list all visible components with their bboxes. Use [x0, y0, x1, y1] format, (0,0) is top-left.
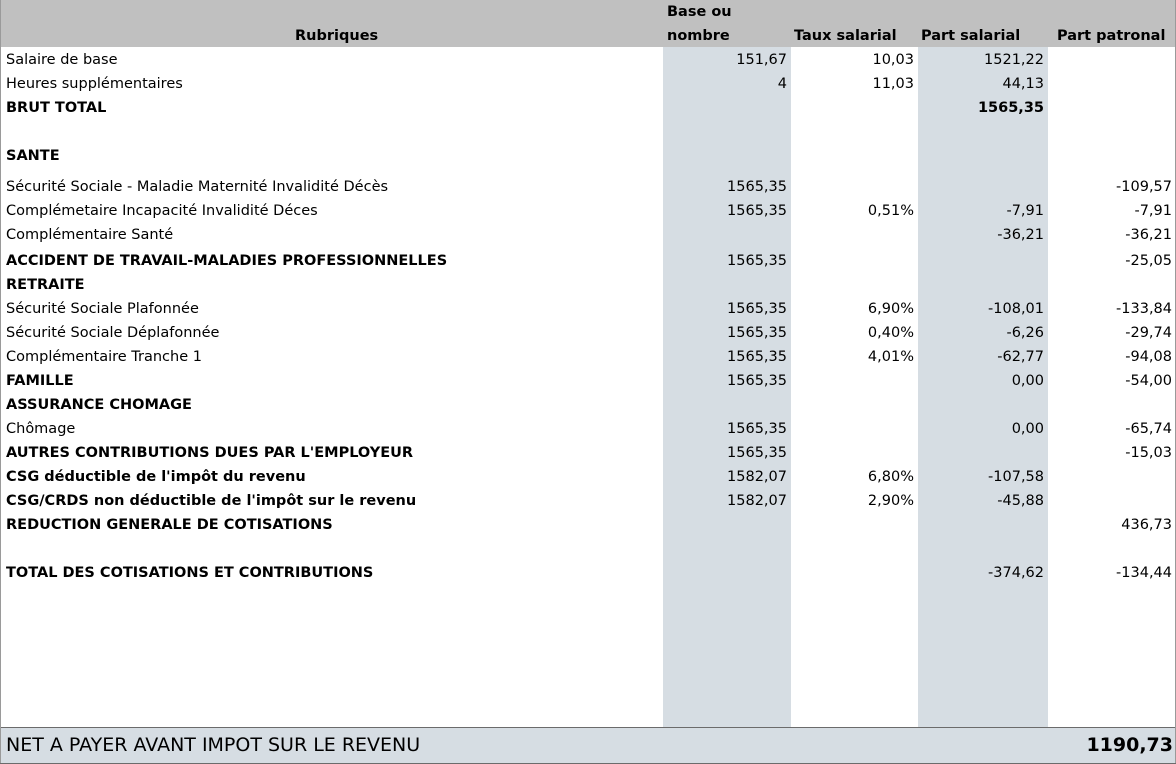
row-label: Salaire de base	[6, 52, 118, 68]
row-base: 1565,35	[727, 325, 787, 341]
row-part-salarial: 0,00	[1011, 421, 1044, 437]
net-payable-bar	[0, 727, 1176, 764]
table-row	[0, 322, 1176, 344]
row-part-salarial: 1565,35	[977, 100, 1044, 116]
row-base: 1565,35	[727, 301, 787, 317]
row-base: 1582,07	[727, 493, 787, 509]
row-base: 1565,35	[727, 373, 787, 389]
row-part-patronal: -29,74	[1125, 325, 1172, 341]
sheet-border-left	[0, 0, 1, 763]
header-part-salarial: Part salarial	[921, 28, 1021, 44]
row-base: 1565,35	[727, 349, 787, 365]
row-part-salarial: -374,62	[988, 565, 1044, 581]
section-row	[0, 250, 1176, 272]
row-label: AUTRES CONTRIBUTIONS DUES PAR L'EMPLOYEUR	[6, 445, 414, 461]
section-row	[0, 370, 1176, 392]
row-base: 1565,35	[727, 203, 787, 219]
table-row	[0, 176, 1176, 198]
row-part-patronal: -134,44	[1116, 565, 1172, 581]
section-row	[0, 274, 1176, 296]
row-base: 1565,35	[727, 445, 787, 461]
section-row	[0, 490, 1176, 512]
row-label: Sécurité Sociale - Maladie Maternité Invalidité Décès	[6, 179, 389, 195]
row-base: 1565,35	[727, 179, 787, 195]
row-part-patronal: 436,73	[1121, 517, 1172, 533]
row-part-patronal: -54,00	[1125, 373, 1172, 389]
row-part-patronal: -25,05	[1125, 253, 1172, 269]
header-base-line1: Base ou	[667, 4, 732, 20]
table-row	[0, 49, 1176, 71]
total-row	[0, 562, 1176, 584]
row-label: TOTAL DES COTISATIONS ET CONTRIBUTIONS	[6, 565, 374, 581]
row-label: SANTE	[6, 148, 60, 164]
row-taux: 2,90%	[867, 493, 914, 509]
row-base: 1565,35	[727, 253, 787, 269]
table-row	[0, 200, 1176, 222]
header-base-line2: nombre	[667, 28, 730, 44]
row-taux: 10,03	[872, 52, 914, 68]
row-taux: 11,03	[872, 76, 914, 92]
section-row	[0, 466, 1176, 488]
section-row	[0, 514, 1176, 536]
row-part-salarial: 44,13	[1002, 76, 1044, 92]
row-part-salarial: 0,00	[1011, 373, 1044, 389]
row-part-patronal: -94,08	[1125, 349, 1172, 365]
row-label: RETRAITE	[6, 277, 85, 293]
row-label: BRUT TOTAL	[6, 100, 107, 116]
row-label: Complémentaire Tranche 1	[6, 349, 202, 365]
row-part-patronal: -15,03	[1125, 445, 1172, 461]
row-part-salarial: -7,91	[1006, 203, 1044, 219]
row-label: CSG déductible de l'impôt du revenu	[6, 469, 306, 485]
table-row	[0, 73, 1176, 95]
row-part-salarial: -45,88	[997, 493, 1044, 509]
row-taux: 0,51%	[867, 203, 914, 219]
section-row	[0, 442, 1176, 464]
row-part-patronal: -65,74	[1125, 421, 1172, 437]
row-part-salarial: -36,21	[997, 227, 1044, 243]
row-base: 4	[777, 76, 787, 92]
row-taux: 6,80%	[867, 469, 914, 485]
header-rubriques: Rubriques	[295, 28, 379, 44]
section-row	[0, 145, 1176, 167]
net-payable-value: 1190,73	[1086, 734, 1173, 756]
row-label: Sécurité Sociale Plafonnée	[6, 301, 199, 317]
row-label: Complémetaire Incapacité Invalidité Déces	[6, 203, 318, 219]
row-label: Complémentaire Santé	[6, 227, 174, 243]
section-row	[0, 394, 1176, 416]
header-part-patronal: Part patronal	[1057, 28, 1166, 44]
row-part-salarial: -62,77	[997, 349, 1044, 365]
row-label: Sécurité Sociale Déplafonnée	[6, 325, 220, 341]
header-taux-salarial: Taux salarial	[794, 28, 897, 44]
row-label: CSG/CRDS non déductible de l'impôt sur le revenu	[6, 493, 417, 509]
table-header	[0, 0, 1176, 47]
table-row	[0, 224, 1176, 246]
row-label: ACCIDENT DE TRAVAIL-MALADIES PROFESSIONNELLES	[6, 253, 448, 269]
row-part-salarial: -108,01	[988, 301, 1044, 317]
table-row	[0, 346, 1176, 368]
net-payable-label: NET A PAYER AVANT IMPOT SUR LE REVENU	[6, 734, 421, 756]
row-label: Heures supplémentaires	[6, 76, 183, 92]
row-part-patronal: -7,91	[1134, 203, 1172, 219]
row-base: 1565,35	[727, 421, 787, 437]
table-row	[0, 298, 1176, 320]
row-part-salarial: -107,58	[988, 469, 1044, 485]
row-label: Chômage	[6, 421, 76, 437]
row-taux: 4,01%	[867, 349, 914, 365]
row-label: REDUCTION GENERALE DE COTISATIONS	[6, 517, 333, 533]
table-row	[0, 97, 1176, 119]
row-label: FAMILLE	[6, 373, 74, 389]
row-taux: 6,90%	[867, 301, 914, 317]
row-part-salarial: -6,26	[1006, 325, 1044, 341]
row-part-patronal: -36,21	[1125, 227, 1172, 243]
row-base: 151,67	[736, 52, 787, 68]
row-part-salarial: 1521,22	[984, 52, 1044, 68]
row-part-patronal: -133,84	[1116, 301, 1172, 317]
table-row	[0, 418, 1176, 440]
row-base: 1582,07	[727, 469, 787, 485]
row-taux: 0,40%	[867, 325, 914, 341]
row-part-patronal: -109,57	[1116, 179, 1172, 195]
row-label: ASSURANCE CHOMAGE	[6, 397, 192, 413]
